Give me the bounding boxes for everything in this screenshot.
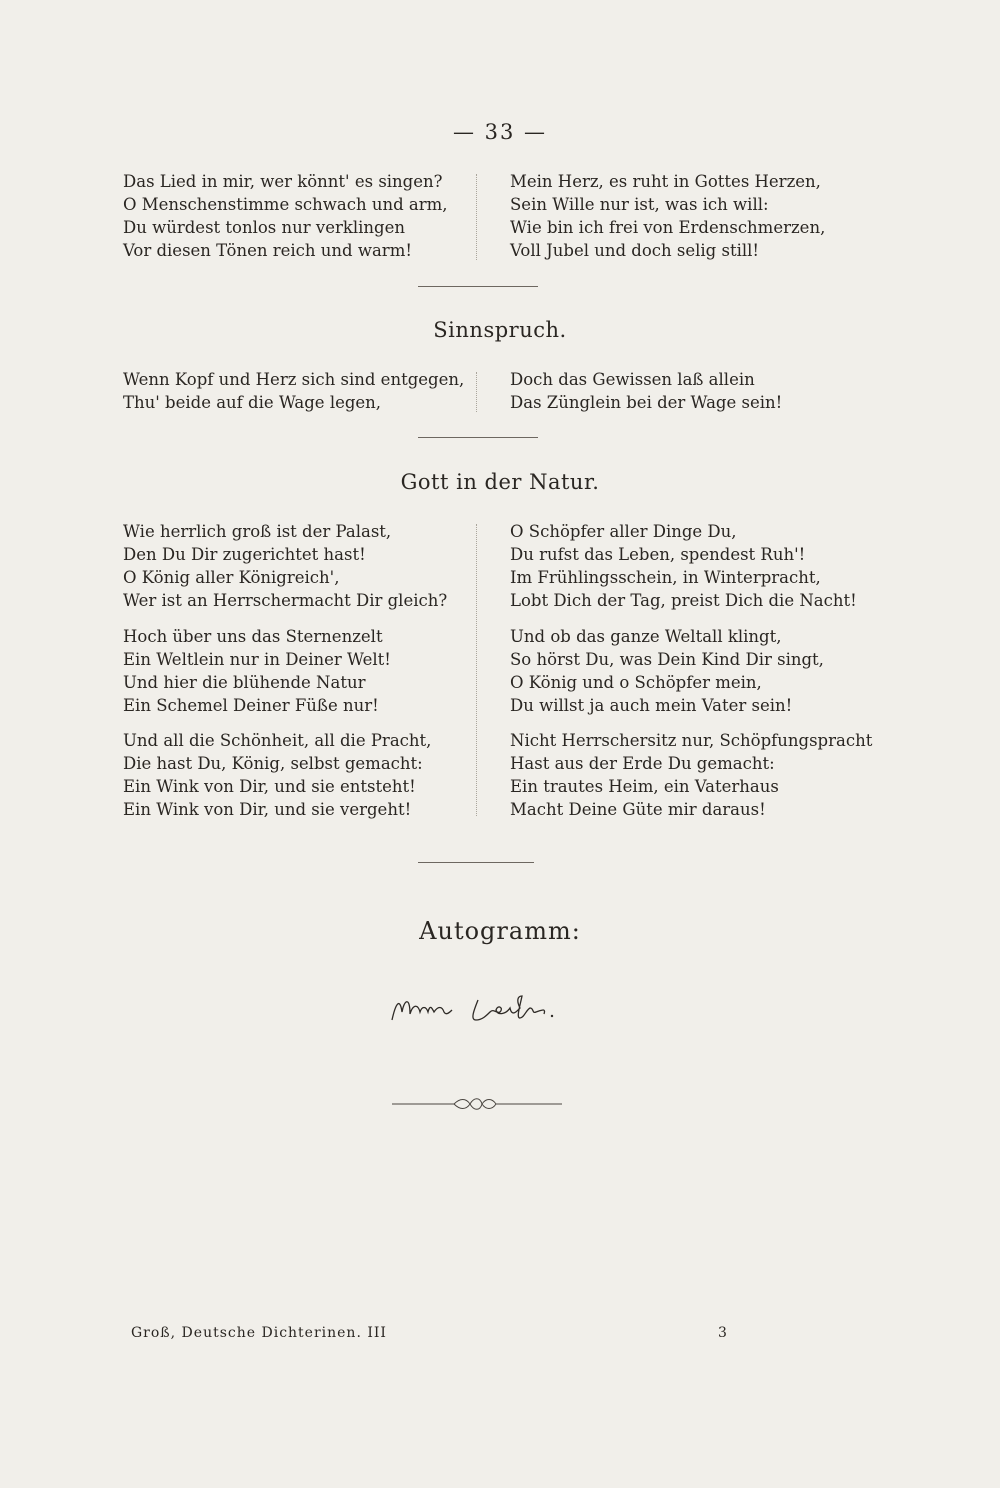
natur-stanza-3-right — [510, 729, 873, 821]
verse-line: Ein Weltlein nur in Deiner Welt! — [123, 650, 391, 669]
verse-line: Du würdest tonlos nur verklingen — [123, 218, 406, 237]
column-divider — [476, 524, 487, 816]
verse-line: Nicht Herrschersitz nur, Schöpfungspracht — [510, 731, 873, 750]
ornament-divider — [392, 1094, 562, 1114]
section-rule — [418, 862, 534, 863]
verse-line: Lobt Dich der Tag, preist Dich die Nacht! — [510, 591, 857, 610]
verse-line: Ein Wink von Dir, und sie vergeht! — [123, 800, 412, 819]
natur-stanza-2-left — [123, 625, 468, 717]
verse-line: Und hier die blühende Natur — [123, 673, 366, 692]
verse-line: O König aller Königreich', — [123, 568, 340, 587]
verse-line: Du willst ja auch mein Vater sein! — [510, 696, 793, 715]
verse-line: Hoch über uns das Sternenzelt — [123, 627, 383, 646]
top-stanza-left — [123, 170, 468, 262]
verse-line: Mein Herz, es ruht in Gottes Herzen, — [510, 172, 821, 191]
verse-line: Ein trautes Heim, ein Vaterhaus — [510, 777, 779, 796]
column-divider — [476, 372, 487, 412]
sinnspruch-right — [510, 368, 855, 414]
verse-line: Und ob das ganze Weltall klingt, — [510, 627, 782, 646]
sinnspruch-title: Sinnspruch. — [433, 318, 567, 342]
verse-line: Hast aus der Erde Du gemacht: — [510, 754, 775, 773]
verse-line: Im Frühlingsschein, in Winterpracht, — [510, 568, 821, 587]
page-number: — 33 — — [452, 120, 548, 144]
verse-line: Wenn Kopf und Herz sich sind entgegen, — [123, 370, 465, 389]
verse-line: Die hast Du, König, selbst gemacht: — [123, 754, 423, 773]
verse-line: Du rufst das Leben, spendest Ruh'! — [510, 545, 806, 564]
verse-line: O Schöpfer aller Dinge Du, — [510, 522, 737, 541]
verse-line: Voll Jubel und doch selig still! — [510, 241, 760, 260]
footer-signature-mark: 3 — [718, 1325, 727, 1341]
natur-stanza-1-right — [510, 520, 855, 612]
section-rule — [418, 437, 538, 438]
top-stanza-right — [510, 170, 855, 262]
gott-in-der-natur-title: Gott in der Natur. — [400, 470, 600, 494]
autogramm-heading: Autogramm: — [419, 917, 581, 945]
verse-line: Und all die Schönheit, all die Pracht, — [123, 731, 432, 750]
natur-stanza-2-right — [510, 625, 855, 717]
verse-line: Sein Wille nur ist, was ich will: — [510, 195, 769, 214]
natur-stanza-1-left — [123, 520, 468, 612]
verse-line: Ein Schemel Deiner Füße nur! — [123, 696, 379, 715]
verse-line: Macht Deine Güte mir daraus! — [510, 800, 766, 819]
column-divider — [476, 174, 487, 260]
verse-line: Vor diesen Tönen reich und warm! — [123, 241, 412, 260]
natur-stanza-3-left — [123, 729, 468, 821]
footer-title: Groß, Deutsche Dichterinen. III — [131, 1325, 387, 1341]
verse-line: O Menschenstimme schwach und arm, — [123, 195, 448, 214]
verse-line: Den Du Dir zugerichtet hast! — [123, 545, 366, 564]
verse-line: Das Lied in mir, wer könnt' es singen? — [123, 172, 443, 191]
verse-line: Das Zünglein bei der Wage sein! — [510, 393, 783, 412]
section-rule — [418, 286, 538, 287]
verse-line: Ein Wink von Dir, und sie entsteht! — [123, 777, 416, 796]
handwritten-signature — [386, 990, 586, 1030]
verse-line: Wer ist an Herrschermacht Dir gleich? — [123, 591, 448, 610]
verse-line: Wie bin ich frei von Erdenschmerzen, — [510, 218, 826, 237]
verse-line: So hörst Du, was Dein Kind Dir singt, — [510, 650, 824, 669]
verse-line: O König und o Schöpfer mein, — [510, 673, 762, 692]
verse-line: Wie herrlich groß ist der Palast, — [123, 522, 392, 541]
verse-line: Thu' beide auf die Wage legen, — [123, 393, 382, 412]
sinnspruch-left — [123, 368, 468, 414]
verse-line: Doch das Gewissen laß allein — [510, 370, 755, 389]
